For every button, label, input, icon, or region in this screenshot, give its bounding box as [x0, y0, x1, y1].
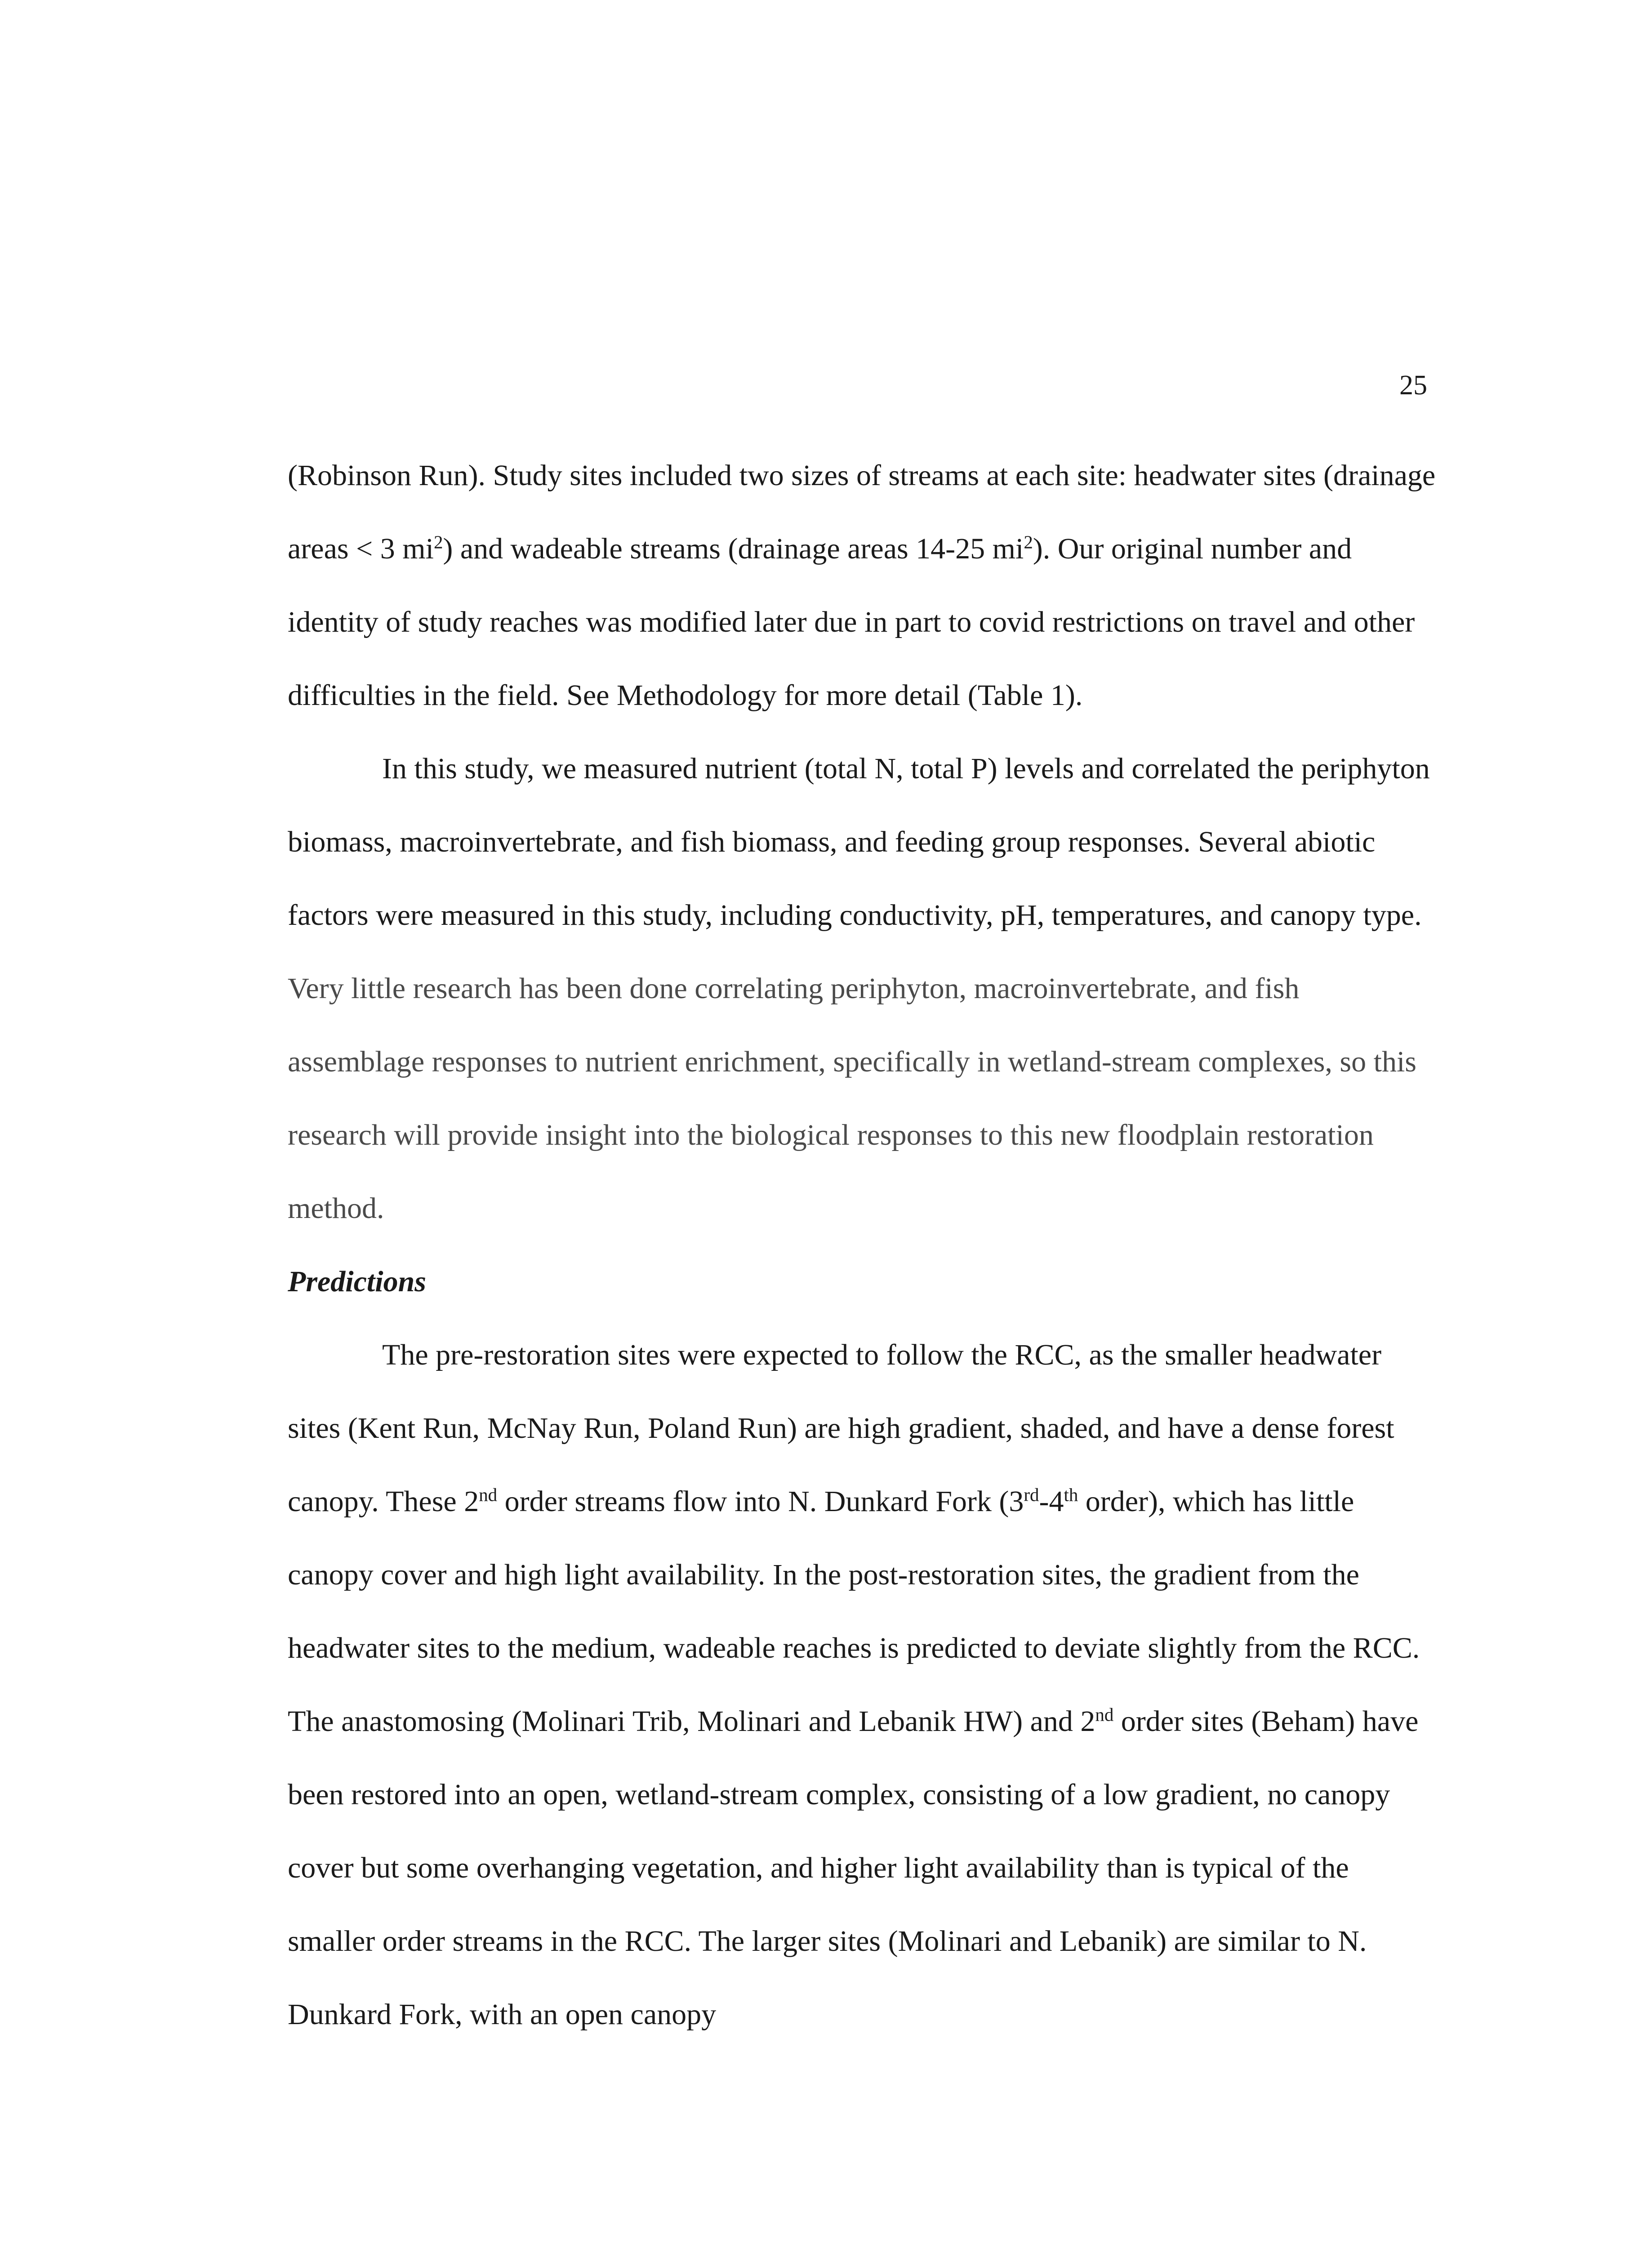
- text-run: The pre-restoration sites were expected to follow the RCC, as the smaller headwater sites (Kent Run, McNay Run, Poland Run) are high gradient, shaded, and have a dense forest canopy. These 2: [288, 1338, 1394, 1518]
- superscript: th: [1064, 1485, 1078, 1505]
- superscript: rd: [1024, 1485, 1039, 1505]
- text-run: -4: [1039, 1485, 1064, 1518]
- text-run: order), which has little canopy cover and high light availability. In the post-restoration sites, the gradient from the headwater sites to the medium, wadeable reaches is predicted to deviate slightly from the RCC. The anastomosing (Molinari Trib, Molinari and Lebanik HW) and 2: [288, 1485, 1420, 1738]
- body-text: [288, 439, 1438, 2051]
- text-run: In this study, we measured nutrient (total N, total P) levels and correlated the periphyton biomass, macroinvertebrate, and fish biomass, and feeding group responses. Several abiotic factors were measured in this study, including conductivity, pH, temperatures, and canopy type.: [288, 752, 1430, 932]
- text-run: ). Our original number and identity of study reaches was modified later due in part to covid restrictions on travel and other difficulties in the field. See Methodology for more detail (Table 1).: [288, 532, 1415, 712]
- text-run: order sites (Beham) have been restored into an open, wetland-stream complex, consisting of a low gradient, no canopy cover but some overhanging vegetation, and higher light availability than is typical of the smaller order streams in the RCC. The larger sites (Molinari and Lebanik) are similar to N. Dunkard Fork, with an open canopy: [288, 1705, 1419, 2031]
- paragraph-predictions: [288, 1318, 1438, 2051]
- superscript: nd: [1095, 1704, 1114, 1725]
- section-heading-predictions: Predictions: [288, 1265, 426, 1298]
- superscript: 2: [433, 532, 443, 553]
- superscript: nd: [479, 1485, 498, 1505]
- page-number: 25: [1399, 370, 1427, 401]
- text-run: (Robinson Run). Study sites included two sizes of streams at each site: headwater sites (drainage areas < 3 mi: [288, 459, 1436, 565]
- paragraph-study-sites: [288, 439, 1438, 732]
- superscript: 2: [1024, 532, 1033, 553]
- text-run-grey: Very little research has been done correlating periphyton, macroinvertebrate, and fish assemblage responses to nutrient enrichment, specifically in wetland-stream complexes, so this research will provide insight into the biological responses to this new floodplain restoration method.: [288, 972, 1416, 1225]
- paragraph-study-measurements: [288, 732, 1438, 1245]
- text-run: order streams flow into N. Dunkard Fork (3: [497, 1485, 1024, 1518]
- text-run: ) and wadeable streams (drainage areas 14-25 mi: [443, 532, 1024, 565]
